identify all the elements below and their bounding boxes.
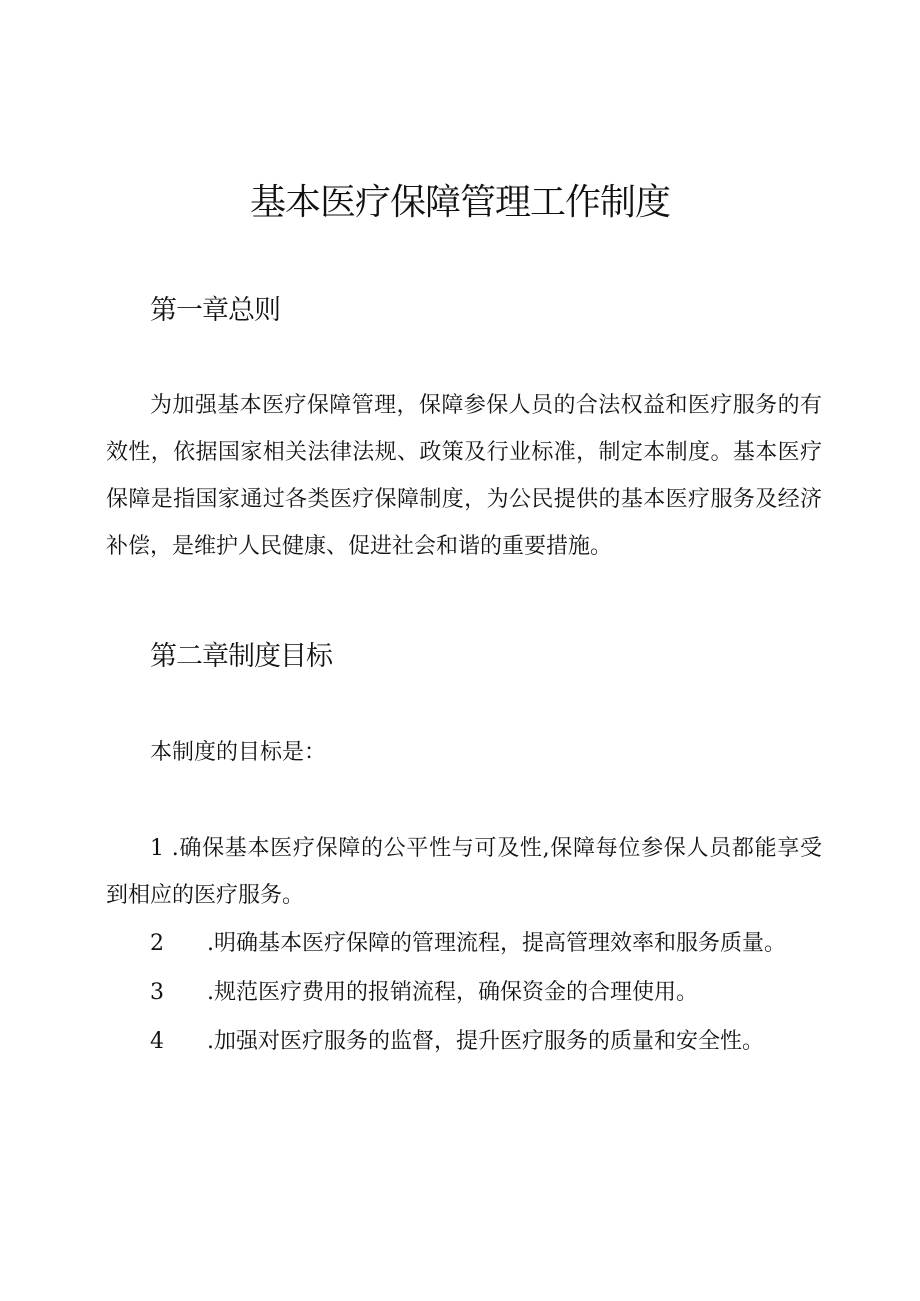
- goal-item-2: [150, 920, 830, 967]
- document-title: 基本医疗保障管理工作制度: [249, 182, 670, 223]
- goal-item-1: 1 .确保基本医疗保障的公平性与可及性,保障每位参保人员都能享受到相应的医疗服务。: [106, 836, 822, 908]
- chapter-1-heading: 第一章总则: [150, 295, 280, 326]
- chapter-2-intro: 本制度的目标是：: [150, 740, 327, 765]
- goal-item-3: [150, 969, 830, 1016]
- goal-item-text: .加强对医疗服务的监督，提升医疗服务的质量和安全性。: [207, 1029, 764, 1054]
- chapter-2-heading: 第二章制度目标: [150, 641, 332, 672]
- goal-item-text: .明确基本医疗保障的管理流程，提高管理效率和服务质量。: [207, 931, 786, 956]
- goal-item-number: 2: [150, 931, 164, 956]
- goal-item-number: 4: [150, 1029, 164, 1054]
- goal-item-4: [150, 1018, 830, 1065]
- goal-item-text: .规范医疗费用的报销流程，确保资金的合理使用。: [207, 980, 698, 1005]
- goal-item-number: 3: [150, 980, 164, 1005]
- chapter-1-paragraph: 为加强基本医疗保障管理，保障参保人员的合法权益和医疗服务的有效性，依据国家相关法律法规、政策及行业标准，制定本制度。基本医疗保障是指国家通过各类医疗保障制度，为公民提供的基本医疗服务及经济补偿，是维护人民健康、促进社会和谐的重要措施。: [106, 393, 822, 559]
